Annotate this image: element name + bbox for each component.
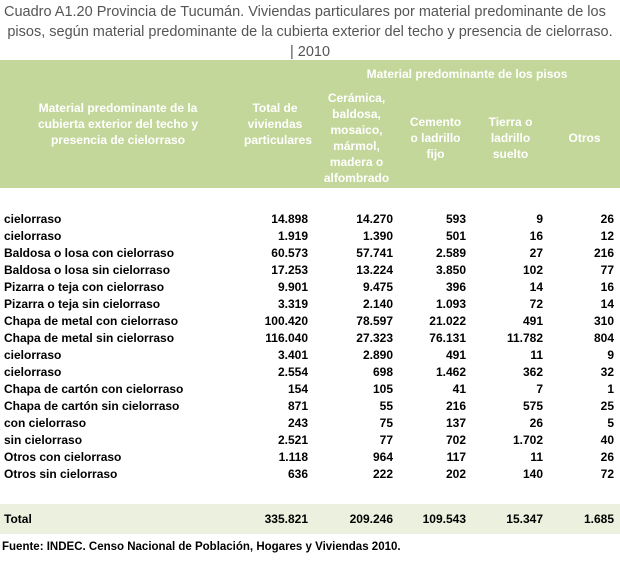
cell-c3: 27 <box>529 245 543 260</box>
table-row <box>0 227 620 244</box>
cell-total: 9.901 <box>277 279 308 294</box>
spacer-row <box>0 188 620 210</box>
header-floor-ceramica: Cerámica, baldosa, mosaico, mármol, madera o alfombrado <box>314 88 399 188</box>
table-body <box>0 188 620 534</box>
cell-c1: 222 <box>372 466 393 481</box>
cell-c1: 57.741 <box>356 245 393 260</box>
table-row <box>0 397 620 414</box>
cell-total: 636 <box>287 466 308 481</box>
cell-c1: 13.224 <box>356 262 393 277</box>
cell-total: 100.420 <box>264 313 308 328</box>
cell-c3: 14 <box>529 279 543 294</box>
title-line-2: pisos, según material predominante de la cubierta exterior del techo y presencia de cielorraso. <box>7 24 613 40</box>
cell-c2: 3.850 <box>435 262 466 277</box>
row-label: cielorraso <box>4 347 62 362</box>
table-row <box>0 465 620 482</box>
cell-c3: 11.782 <box>506 330 543 345</box>
cell-c1: 75 <box>379 415 393 430</box>
cell-total: 3.401 <box>277 347 308 362</box>
cell-c4: 5 <box>607 415 615 430</box>
table-row <box>0 346 620 363</box>
cell-c2: 109.543 <box>399 504 472 534</box>
cell-c2: 1.093 <box>435 296 466 311</box>
cell-c4: 72 <box>600 466 615 481</box>
cell-c1: 27.323 <box>356 330 393 345</box>
data-table <box>0 60 620 534</box>
table-row <box>0 312 620 329</box>
cell-total: 243 <box>287 415 308 430</box>
cell-c2: 21.022 <box>429 313 466 328</box>
row-label: cielorraso <box>4 211 62 226</box>
table-row <box>0 380 620 397</box>
cell-c4: 77 <box>600 262 615 277</box>
cell-c2: 202 <box>445 466 466 481</box>
cell-c3: 9 <box>536 211 543 226</box>
row-label: Chapa de metal sin cielorraso <box>4 330 175 345</box>
cell-c3: 11 <box>530 347 543 362</box>
cell-c4: 14 <box>600 296 615 311</box>
cell-total: 2.554 <box>277 364 308 379</box>
cell-c3: 72 <box>529 296 543 311</box>
row-label: Baldosa o losa con cielorraso <box>4 245 175 260</box>
table-row <box>0 448 620 465</box>
cell-total: 14.898 <box>271 211 308 226</box>
table-row <box>0 295 620 312</box>
header-floor-tierra: Tierra o ladrillo suelto <box>472 88 549 188</box>
row-label: Chapa de metal con cielorraso <box>4 313 179 328</box>
row-label: Chapa de cartón sin cielorraso <box>4 398 180 413</box>
cell-c3: 7 <box>536 381 543 396</box>
cell-c1: 1.390 <box>362 228 393 243</box>
row-label: Otros con cielorraso <box>4 449 122 464</box>
row-label: Pizarra o teja con cielorraso <box>4 279 165 294</box>
row-label: Otros sin cielorraso <box>4 466 118 481</box>
table-title <box>4 2 616 62</box>
cell-c2: 216 <box>445 398 466 413</box>
cell-c2: 396 <box>445 279 466 294</box>
cell-total: 60.573 <box>271 245 308 260</box>
cell-c4: 1.685 <box>549 504 620 534</box>
cell-c1: 209.246 <box>314 504 399 534</box>
table-row <box>0 244 620 261</box>
cell-c3: 575 <box>522 398 543 413</box>
cell-c4: 216 <box>594 245 615 260</box>
cell-total: 116.040 <box>265 330 308 345</box>
header-row-label: Material predominante de la cubierta exterior del techo y presencia de cielorraso <box>0 60 236 188</box>
cell-c1: 9.475 <box>362 279 393 294</box>
table-row <box>0 431 620 448</box>
cell-c1: 2.890 <box>362 347 393 362</box>
header-floor-group: Material predominante de los pisos <box>314 60 620 88</box>
header-total: Total de viviendas particulares <box>236 60 314 188</box>
cell-c3: 11 <box>530 449 543 464</box>
table-row <box>0 363 620 380</box>
cell-total: 335.821 <box>236 504 314 534</box>
header-floor-cemento: Cemento o ladrillo fijo <box>399 88 472 188</box>
cell-c1: 105 <box>372 381 393 396</box>
cell-c2: 491 <box>445 347 466 362</box>
cell-c3: 1.702 <box>512 432 543 447</box>
cell-c3: 140 <box>522 466 543 481</box>
cell-c3: 15.347 <box>472 504 549 534</box>
cell-c1: 14.270 <box>356 211 393 226</box>
row-label: Total <box>0 504 236 534</box>
row-label: Pizarra o teja sin cielorraso <box>4 296 161 311</box>
cell-c3: 362 <box>522 364 543 379</box>
cell-c2: 2.589 <box>435 245 466 260</box>
cell-c4: 804 <box>594 330 615 345</box>
cell-c3: 26 <box>529 415 543 430</box>
table-row <box>0 278 620 295</box>
row-label: Baldosa o losa sin cielorraso <box>4 262 171 277</box>
cell-c2: 593 <box>445 211 466 226</box>
header-floor-otros: Otros <box>549 88 620 188</box>
cell-c2: 1.462 <box>435 364 466 379</box>
row-label: Chapa de cartón con cielorraso <box>4 381 184 396</box>
cell-total: 2.521 <box>277 432 308 447</box>
cell-c2: 41 <box>452 381 466 396</box>
cell-c1: 77 <box>379 432 393 447</box>
cell-c2: 501 <box>445 228 466 243</box>
cell-c2: 76.131 <box>429 330 466 345</box>
cell-c4: 26 <box>600 211 615 226</box>
cell-c4: 310 <box>594 313 615 328</box>
row-label: cielorraso <box>4 364 62 379</box>
cell-c4: 16 <box>600 279 615 294</box>
row-label: sin cielorraso <box>4 432 83 447</box>
cell-c2: 137 <box>445 415 466 430</box>
table-row <box>0 261 620 278</box>
cell-c4: 32 <box>600 364 615 379</box>
cell-c4: 40 <box>600 432 615 447</box>
cell-c1: 78.597 <box>356 313 393 328</box>
table-row <box>0 329 620 346</box>
cell-c1: 964 <box>372 449 393 464</box>
cell-c1: 2.140 <box>362 296 393 311</box>
title-line-1: Cuadro A1.20 Provincia de Tucumán. Viviendas particulares por material predominante de los <box>4 4 606 20</box>
cell-total: 1.118 <box>278 449 308 464</box>
cell-c1: 55 <box>379 398 393 413</box>
total-row <box>0 504 620 534</box>
cell-c4: 1 <box>607 381 615 396</box>
title-line-3: | 2010 <box>289 44 331 60</box>
table-row <box>0 414 620 431</box>
row-label: cielorraso <box>4 228 62 243</box>
cell-total: 1.919 <box>277 228 308 243</box>
cell-c3: 491 <box>522 313 543 328</box>
cell-c2: 117 <box>446 449 466 464</box>
cell-c4: 9 <box>607 347 615 362</box>
source-note: Fuente: INDEC. Censo Nacional de Población, Hogares y Viviendas 2010. <box>2 541 401 553</box>
spacer-row <box>0 482 620 504</box>
cell-c4: 26 <box>600 449 615 464</box>
cell-c3: 102 <box>522 262 543 277</box>
cell-c2: 702 <box>445 432 466 447</box>
cell-c3: 16 <box>529 228 543 243</box>
cell-total: 871 <box>287 398 308 413</box>
cell-c4: 12 <box>600 228 615 243</box>
cell-total: 154 <box>287 381 308 396</box>
cell-total: 17.253 <box>271 262 308 277</box>
cell-c1: 698 <box>372 364 393 379</box>
table-row <box>0 210 620 227</box>
row-label: con cielorraso <box>4 415 87 430</box>
cell-c4: 25 <box>600 398 615 413</box>
cell-total: 3.319 <box>277 296 308 311</box>
